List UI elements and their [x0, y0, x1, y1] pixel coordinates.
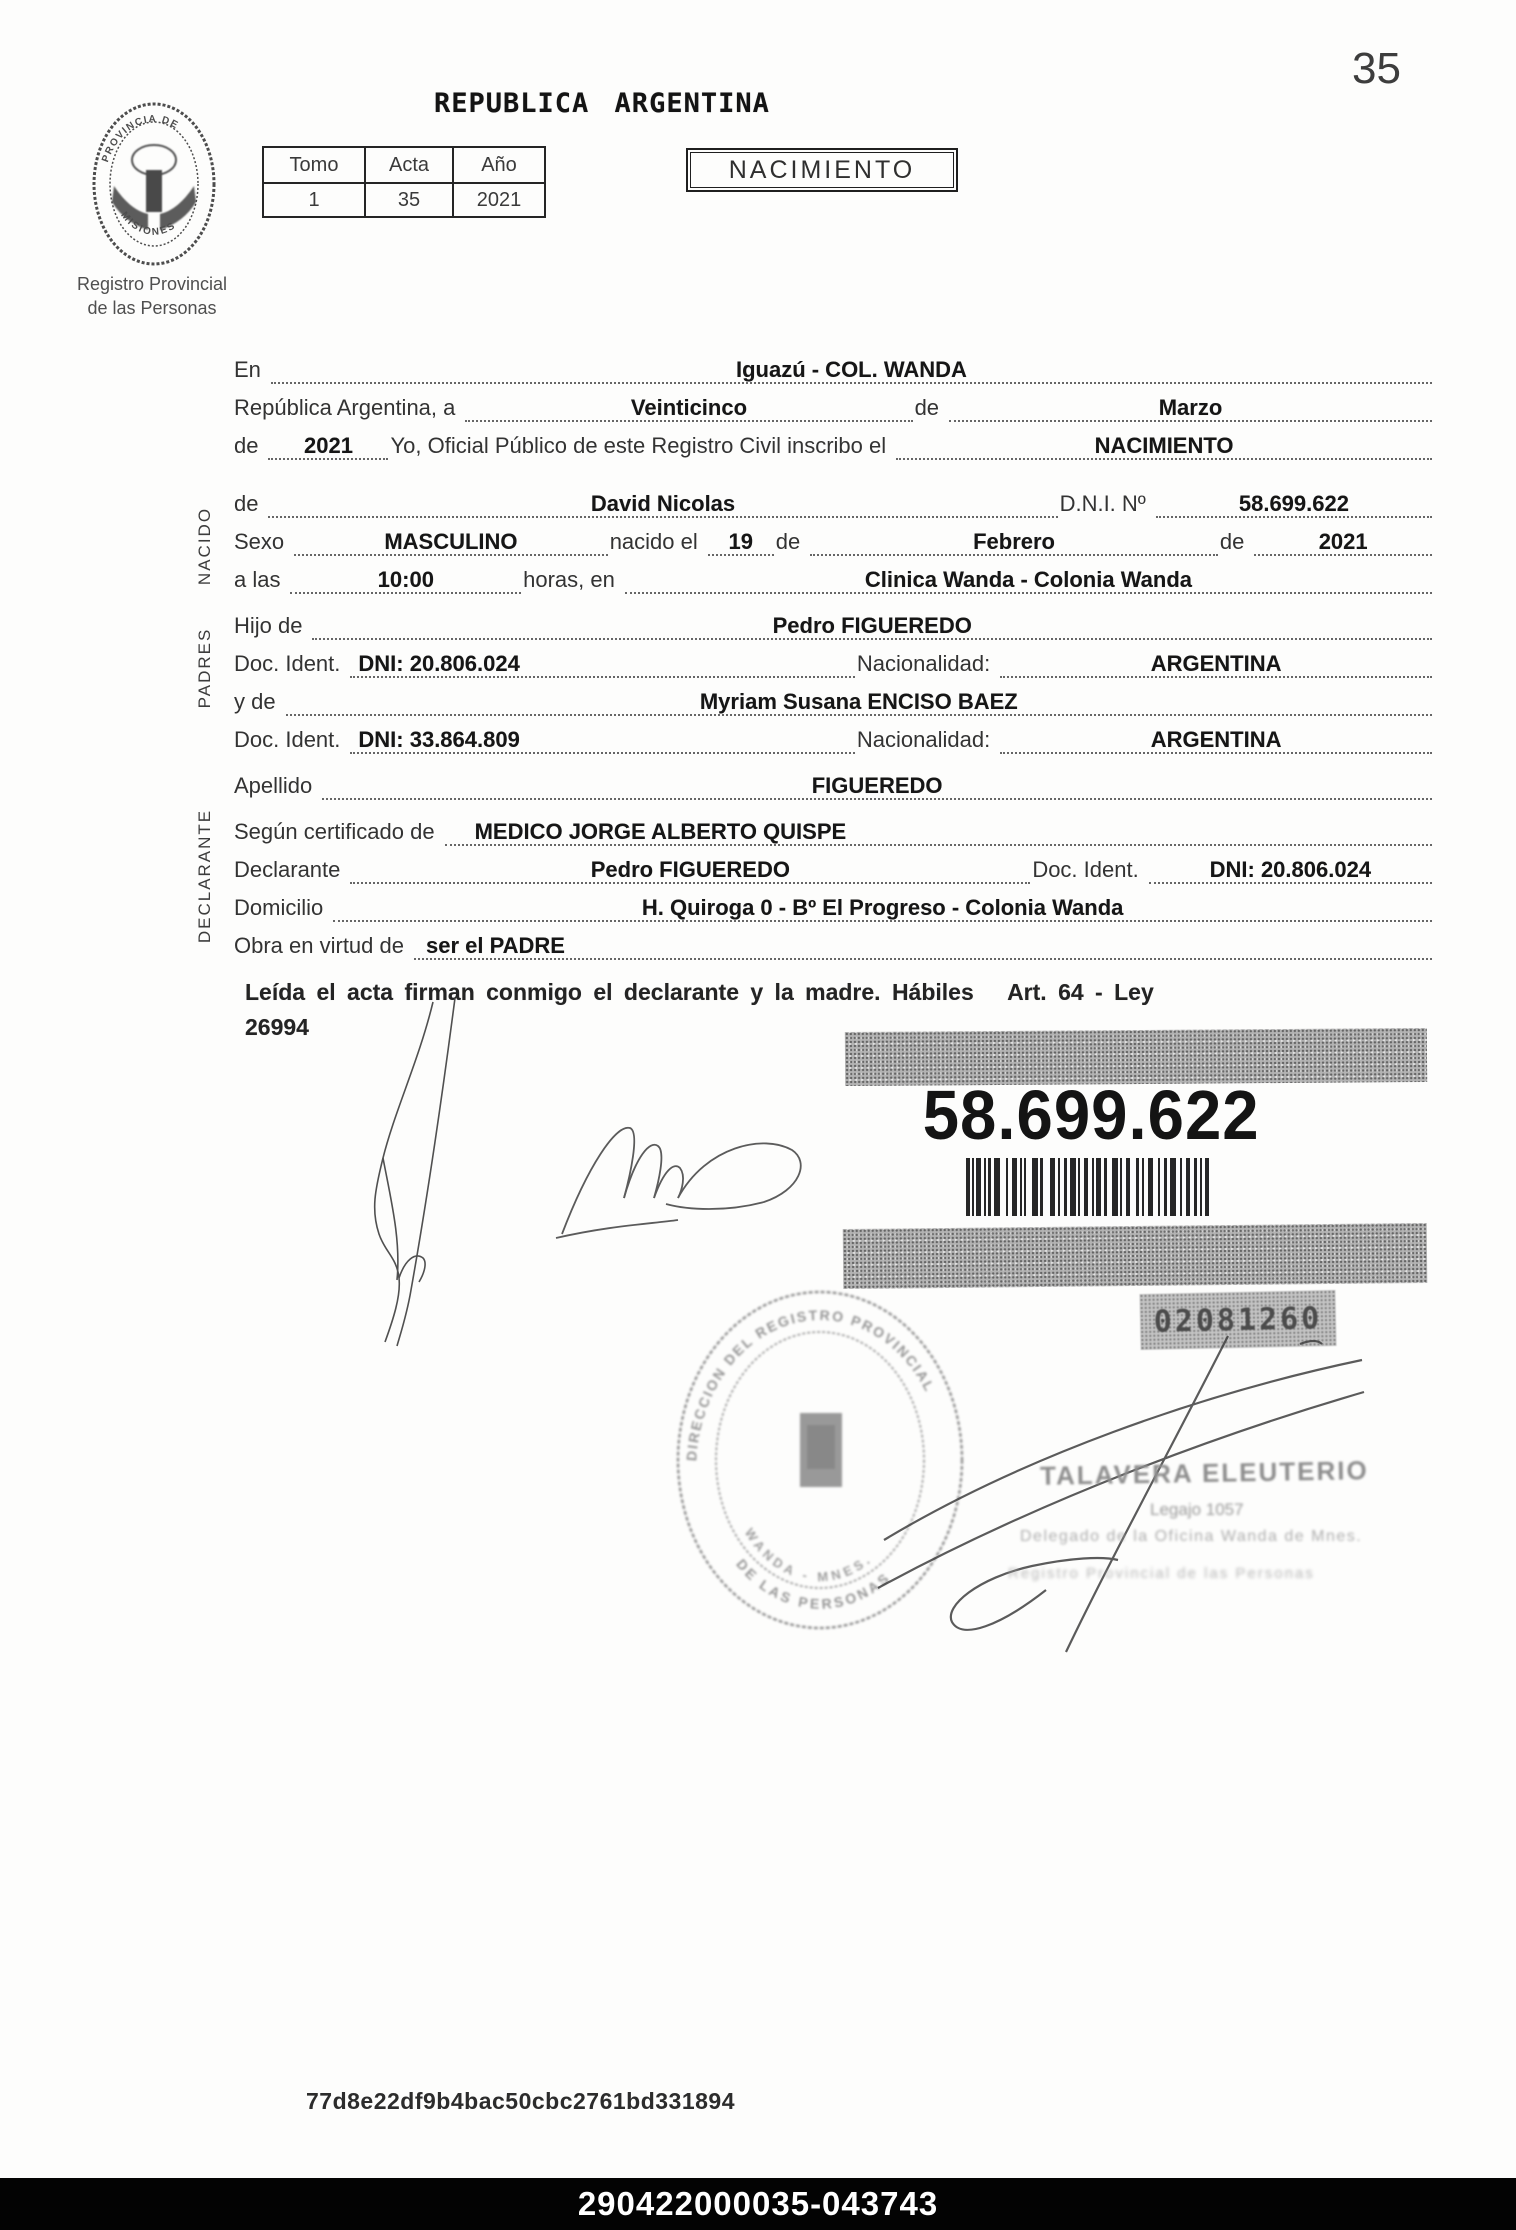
- form-label: Doc. Ident.: [1032, 857, 1139, 882]
- side-label-padres: PADRES: [195, 627, 214, 709]
- form-row-mother-doc: [232, 716, 1432, 754]
- logo-caption-line2: de las Personas: [87, 298, 217, 319]
- acta-table-header-tomo: Tomo: [263, 147, 365, 183]
- closing-note-line2: 26994: [245, 1013, 309, 1040]
- form-label: Hijo de: [234, 613, 303, 638]
- official-stamp-legajo: Legajo 1057: [1150, 1500, 1244, 1519]
- form-field-birth-day: 19: [708, 530, 774, 556]
- form-label: Domicilio: [234, 895, 324, 920]
- form-row-name: [232, 480, 1432, 518]
- logo-caption-line1: Registro Provincial: [76, 274, 228, 294]
- acta-table-value-acta: 35: [365, 183, 453, 217]
- form-field-address: H. Quiroga 0 - Bº El Progreso - Colonia Wanda: [333, 896, 1432, 922]
- form-field-father-name: Pedro FIGUEREDO: [312, 614, 1432, 640]
- form-label: y de: [234, 689, 276, 714]
- form-field-father-dni: DNI: 20.806.024: [350, 652, 855, 678]
- form-label: Apellido: [234, 773, 313, 798]
- form-label: Según certificado de: [234, 819, 435, 844]
- side-label-nacido: NACIDO: [195, 506, 214, 586]
- seal-ring-bottom-text: DE LAS PERSONAS: [733, 1555, 894, 1612]
- form-label: D.N.I. Nº: [1059, 491, 1146, 516]
- logo-caption: [44, 272, 260, 321]
- form-field-year: 2021: [268, 434, 388, 460]
- signature-mother-icon: [548, 1108, 808, 1243]
- acta-table-header-acta: Acta: [365, 147, 453, 183]
- form-label: de: [234, 491, 259, 516]
- form-row-address: [232, 884, 1432, 922]
- provincial-seal-icon: [88, 98, 220, 270]
- form-label: Nacionalidad:: [856, 651, 991, 676]
- form-label: Sexo: [234, 529, 285, 554]
- form-row-capacity: [232, 922, 1432, 960]
- official-stamp-name: TALAVERA ELEUTERIO: [1039, 1455, 1369, 1491]
- form-row-mother: [232, 678, 1432, 716]
- form: [232, 346, 1432, 960]
- logo-ring-bottom-text: MISIONES: [118, 210, 179, 238]
- form-field-month: Marzo: [949, 396, 1432, 422]
- form-row-en: [232, 346, 1432, 384]
- form-field-mother-dni: DNI: 33.864.809: [350, 728, 855, 754]
- acta-table-header-anio: Año: [453, 147, 545, 183]
- form-field-sex: MASCULINO: [294, 530, 608, 556]
- form-label: República Argentina, a: [234, 395, 456, 420]
- form-field-capacity: ser el PADRE: [414, 934, 1432, 960]
- closing-note-line1: Leída el acta firman conmigo el declarante y la madre. Hábiles Art. 64 - Ley: [245, 979, 1154, 1005]
- acta-table-value-row: [263, 183, 545, 217]
- record-type-label: NACIMIENTO: [690, 152, 954, 188]
- svg-text:PROVINCIA DE: [100, 114, 180, 164]
- form-row-year-type: [232, 422, 1432, 460]
- seal-ring-top-text: DIRECCION DEL REGISTRO PROVINCIAL: [683, 1306, 939, 1462]
- seal-inner-text: WANDA - MNES.: [741, 1525, 876, 1585]
- acta-table-value-tomo: 1: [263, 183, 365, 217]
- form-field-birth-year: 2021: [1254, 530, 1432, 556]
- record-type-box: [686, 148, 958, 192]
- form-field-day-word: Veinticinco: [465, 396, 912, 422]
- form-field-certifier: MEDICO JORGE ALBERTO QUISPE: [445, 820, 1432, 846]
- form-label: nacido el: [609, 529, 698, 554]
- form-label: Obra en virtud de: [234, 933, 404, 958]
- acta-table: [262, 146, 546, 218]
- form-label: de: [234, 433, 259, 458]
- official-stamp-role: Delegado de la Oficina Wanda de Mnes.: [1020, 1528, 1363, 1545]
- form-field-birth-time: 10:00: [290, 568, 521, 594]
- form-row-certificate: [232, 808, 1432, 846]
- form-row-surname: [232, 762, 1432, 800]
- document-title: REPUBLICA ARGENTINA: [434, 88, 770, 119]
- signature-official-icon: [870, 1330, 1370, 1660]
- signature-declarant-icon: [335, 990, 505, 1350]
- form-row-father: [232, 602, 1432, 640]
- official-stamp-office: Registro Provincial de las Personas: [1008, 1565, 1315, 1582]
- form-label: de: [914, 395, 940, 420]
- stamp-number: 02081260: [1139, 1290, 1336, 1350]
- form-label: Doc. Ident.: [234, 651, 341, 676]
- dni-number: 58.699.622: [922, 1076, 1260, 1154]
- form-field-mother-name: Myriam Susana ENCISO BAEZ: [286, 690, 1432, 716]
- form-row-declarant: [232, 846, 1432, 884]
- footer-bar: [0, 2178, 1516, 2230]
- form-row-time-place: [232, 556, 1432, 594]
- form-label: de: [775, 529, 801, 554]
- form-field-birth-place: Clinica Wanda - Colonia Wanda: [625, 568, 1432, 594]
- form-label: Yo, Oficial Público de este Registro Civil inscribo el: [390, 433, 887, 458]
- form-row-sex-birthdate: [232, 518, 1432, 556]
- form-field-given-names: David Nicolas: [268, 492, 1057, 518]
- form-field-mother-nationality: ARGENTINA: [1000, 728, 1432, 754]
- form-label: Declarante: [234, 857, 341, 882]
- form-label: horas, en: [523, 567, 615, 592]
- form-field-place: Iguazú - COL. WANDA: [271, 358, 1432, 384]
- form-field-declarant-name: Pedro FIGUEREDO: [350, 858, 1030, 884]
- form-field-record-type: NACIMIENTO: [896, 434, 1432, 460]
- form-label: Nacionalidad:: [856, 727, 991, 752]
- form-label: En: [234, 357, 261, 382]
- form-label: de: [1219, 529, 1245, 554]
- form-field-father-nationality: ARGENTINA: [1000, 652, 1432, 678]
- form-row-father-doc: [232, 640, 1432, 678]
- dni-barcode: [966, 1158, 1210, 1216]
- form-field-dni: 58.699.622: [1156, 492, 1432, 518]
- acta-table-value-anio: 2021: [453, 183, 545, 217]
- form-field-birth-month: Febrero: [810, 530, 1218, 556]
- page-number: 35: [1352, 44, 1401, 93]
- footer-code: 290422000035-043743: [577, 2185, 939, 2222]
- form-label: Doc. Ident.: [234, 727, 341, 752]
- document-hash: 77d8e22df9b4bac50cbc2761bd331894: [306, 2088, 736, 2114]
- form-label: a las: [234, 567, 281, 592]
- form-field-surname: FIGUEREDO: [322, 774, 1432, 800]
- form-row-date: [232, 384, 1432, 422]
- form-field-declarant-dni: DNI: 20.806.024: [1149, 858, 1432, 884]
- acta-table-header-row: [263, 147, 545, 183]
- side-label-declarante: DECLARANTE: [195, 808, 214, 944]
- logo-ring-top-text: PROVINCIA DE: [100, 113, 181, 164]
